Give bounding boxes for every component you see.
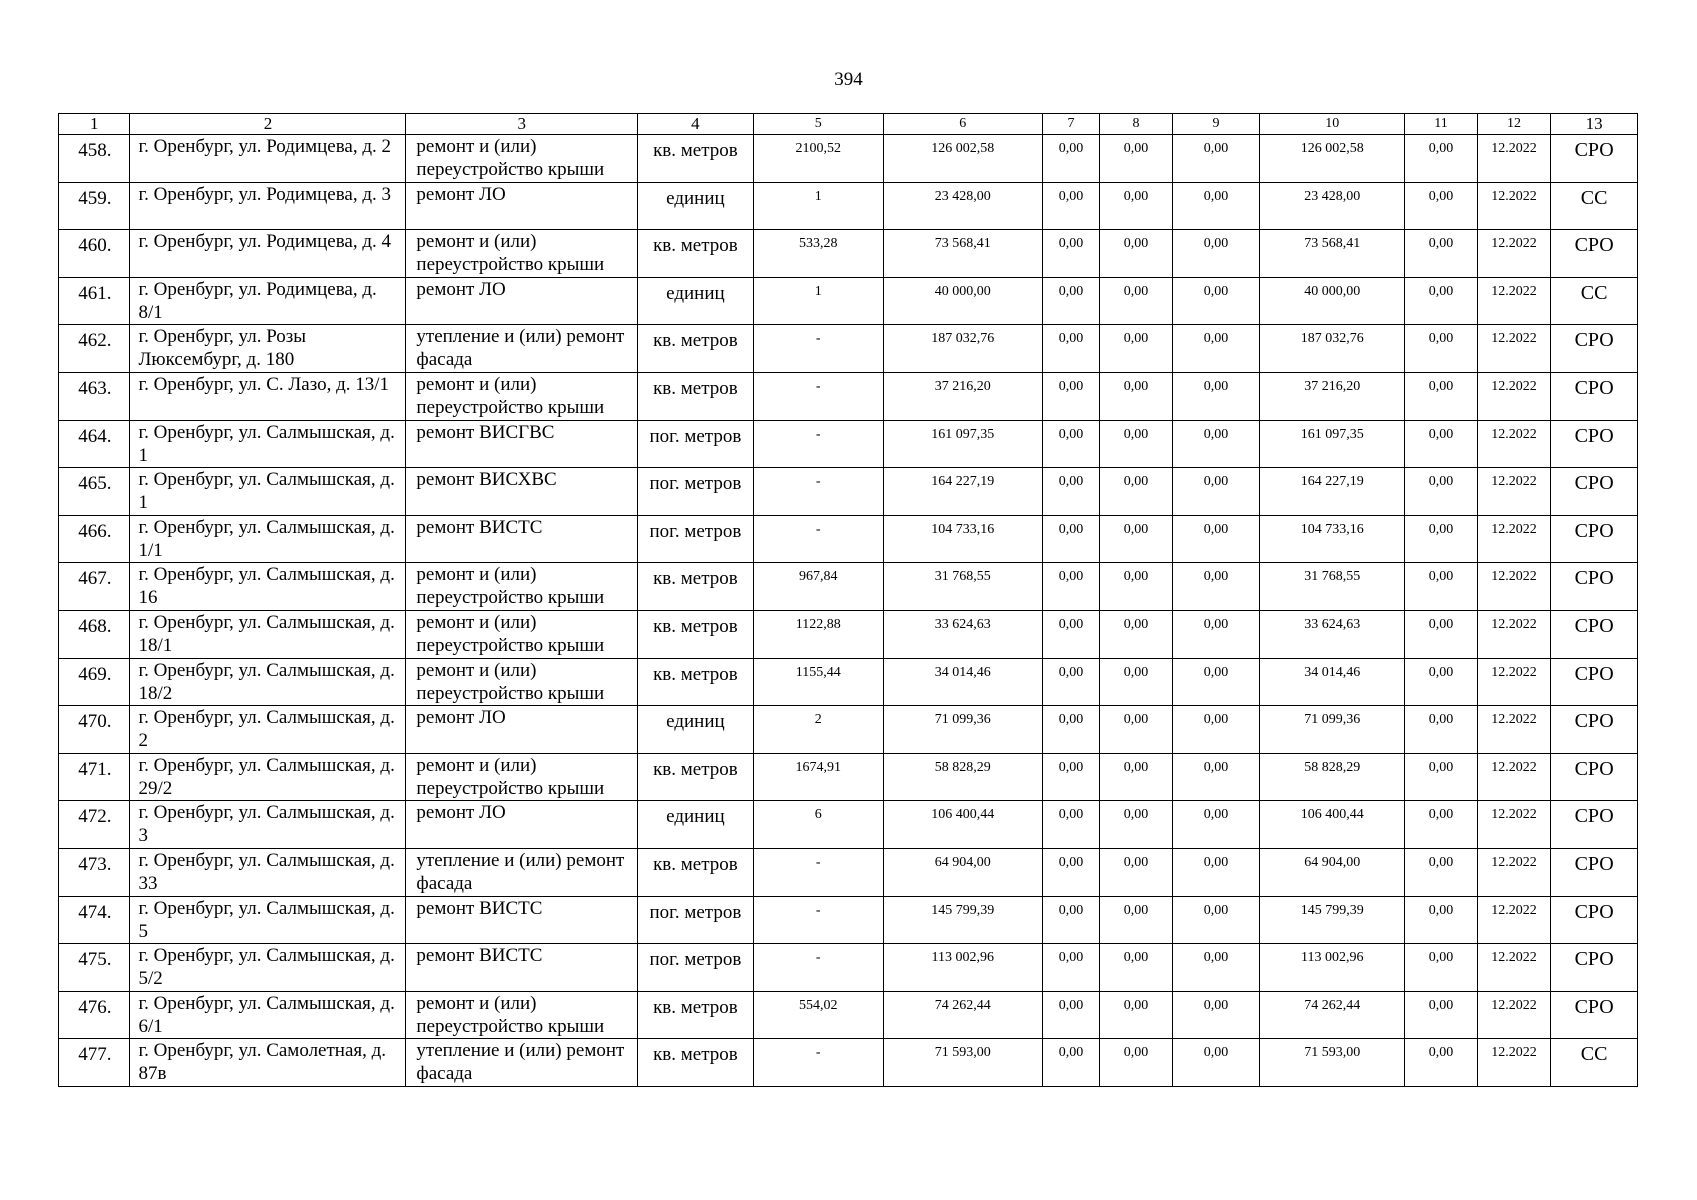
- cell-address: г. Оренбург, ул. Родимцева, д. 8/1: [130, 277, 406, 325]
- cell-address: г. Оренбург, ул. Самолетная, д. 87в: [130, 1039, 406, 1087]
- table-row: [59, 658, 1638, 706]
- cell-deadline: 12.2022: [1477, 658, 1551, 706]
- cell-fund-cost: 0,00: [1042, 848, 1099, 896]
- cell-method: СРО: [1551, 468, 1638, 516]
- cell-other-cost: 0,00: [1172, 991, 1260, 1039]
- column-header: 11: [1405, 114, 1478, 135]
- cell-address: г. Оренбург, ул. Салмышская, д. 1: [130, 468, 406, 516]
- cell-row-number: 469.: [59, 658, 130, 706]
- cell-budget-cost: 0,00: [1100, 610, 1173, 658]
- cell-deadline: 12.2022: [1477, 610, 1551, 658]
- cell-budget-cost: 0,00: [1100, 706, 1173, 754]
- cell-work-type: ремонт и (или) переустройство крыши: [406, 753, 638, 801]
- cell-row-number: 472.: [59, 801, 130, 849]
- cell-address: г. Оренбург, ул. Салмышская, д. 5: [130, 896, 406, 944]
- cell-method: СС: [1551, 182, 1638, 230]
- cell-fund-cost: 0,00: [1042, 896, 1099, 944]
- cell-deadline: 12.2022: [1477, 277, 1551, 325]
- cell-total-cost: 106 400,44: [883, 801, 1042, 849]
- cell-deadline: 12.2022: [1477, 706, 1551, 754]
- cell-unit: кв. метров: [638, 991, 754, 1039]
- table-row: [59, 563, 1638, 611]
- cell-budget-cost: 0,00: [1100, 230, 1173, 278]
- cell-fund-cost: 0,00: [1042, 277, 1099, 325]
- cell-method: СРО: [1551, 230, 1638, 278]
- cell-owner-cost: 40 000,00: [1260, 277, 1405, 325]
- column-header: 8: [1100, 114, 1173, 135]
- cell-owner-cost: 34 014,46: [1260, 658, 1405, 706]
- cell-volume: 1: [753, 277, 883, 325]
- cell-volume: 967,84: [753, 563, 883, 611]
- cell-work-type: ремонт и (или) переустройство крыши: [406, 230, 638, 278]
- cell-other-cost: 0,00: [1172, 372, 1260, 420]
- cell-owner-cost: 31 768,55: [1260, 563, 1405, 611]
- cell-row-number: 474.: [59, 896, 130, 944]
- cell-row-number: 459.: [59, 182, 130, 230]
- cell-row-number: 473.: [59, 848, 130, 896]
- column-header: 12: [1477, 114, 1551, 135]
- cell-deadline: 12.2022: [1477, 372, 1551, 420]
- cell-address: г. Оренбург, ул. Салмышская, д. 5/2: [130, 944, 406, 992]
- cell-fund-cost: 0,00: [1042, 658, 1099, 706]
- cell-budget-cost: 0,00: [1100, 182, 1173, 230]
- cell-volume: -: [753, 372, 883, 420]
- table-row: [59, 801, 1638, 849]
- cell-unit: кв. метров: [638, 610, 754, 658]
- cell-other-cost: 0,00: [1172, 944, 1260, 992]
- cell-deadline: 12.2022: [1477, 325, 1551, 373]
- cell-unit: пог. метров: [638, 468, 754, 516]
- cell-address: г. Оренбург, ул. Салмышская, д. 1/1: [130, 515, 406, 563]
- cell-row-number: 460.: [59, 230, 130, 278]
- cell-volume: -: [753, 896, 883, 944]
- table-row: [59, 182, 1638, 230]
- cell-owner-cost: 71 099,36: [1260, 706, 1405, 754]
- table-row: [59, 230, 1638, 278]
- cell-other-cost: 0,00: [1172, 753, 1260, 801]
- cell-volume: -: [753, 420, 883, 468]
- cell-budget-cost: 0,00: [1100, 420, 1173, 468]
- cell-other-cost: 0,00: [1172, 230, 1260, 278]
- cell-row-number: 477.: [59, 1039, 130, 1087]
- cell-other-cost: 0,00: [1172, 801, 1260, 849]
- table-row: [59, 1039, 1638, 1087]
- cell-other-cost: 0,00: [1172, 515, 1260, 563]
- cell-address: г. Оренбург, ул. С. Лазо, д. 13/1: [130, 372, 406, 420]
- cell-total-cost: 37 216,20: [883, 372, 1042, 420]
- cell-volume: 1122,88: [753, 610, 883, 658]
- cell-total-cost: 74 262,44: [883, 991, 1042, 1039]
- cell-unit: пог. метров: [638, 944, 754, 992]
- table-row: [59, 610, 1638, 658]
- cell-total-cost: 73 568,41: [883, 230, 1042, 278]
- cell-total-cost: 145 799,39: [883, 896, 1042, 944]
- cell-other-source-cost: 0,00: [1405, 277, 1478, 325]
- cell-row-number: 461.: [59, 277, 130, 325]
- cell-other-cost: 0,00: [1172, 610, 1260, 658]
- cell-owner-cost: 164 227,19: [1260, 468, 1405, 516]
- cell-method: СРО: [1551, 991, 1638, 1039]
- cell-deadline: 12.2022: [1477, 563, 1551, 611]
- cell-deadline: 12.2022: [1477, 753, 1551, 801]
- cell-unit: кв. метров: [638, 753, 754, 801]
- cell-unit: кв. метров: [638, 563, 754, 611]
- cell-row-number: 467.: [59, 563, 130, 611]
- cell-row-number: 463.: [59, 372, 130, 420]
- cell-owner-cost: 161 097,35: [1260, 420, 1405, 468]
- cell-owner-cost: 71 593,00: [1260, 1039, 1405, 1087]
- cell-deadline: 12.2022: [1477, 230, 1551, 278]
- cell-budget-cost: 0,00: [1100, 515, 1173, 563]
- cell-budget-cost: 0,00: [1100, 563, 1173, 611]
- cell-work-type: ремонт ЛО: [406, 277, 638, 325]
- cell-other-cost: 0,00: [1172, 848, 1260, 896]
- cell-other-source-cost: 0,00: [1405, 848, 1478, 896]
- cell-other-source-cost: 0,00: [1405, 420, 1478, 468]
- cell-work-type: утепление и (или) ремонт фасада: [406, 848, 638, 896]
- cell-volume: 2: [753, 706, 883, 754]
- cell-other-source-cost: 0,00: [1405, 135, 1478, 183]
- table-row: [59, 420, 1638, 468]
- cell-fund-cost: 0,00: [1042, 420, 1099, 468]
- cell-owner-cost: 113 002,96: [1260, 944, 1405, 992]
- cell-owner-cost: 106 400,44: [1260, 801, 1405, 849]
- cell-deadline: 12.2022: [1477, 468, 1551, 516]
- cell-unit: пог. метров: [638, 420, 754, 468]
- cell-other-source-cost: 0,00: [1405, 1039, 1478, 1087]
- cell-row-number: 462.: [59, 325, 130, 373]
- cell-address: г. Оренбург, ул. Салмышская, д. 16: [130, 563, 406, 611]
- cell-owner-cost: 33 624,63: [1260, 610, 1405, 658]
- cell-other-source-cost: 0,00: [1405, 991, 1478, 1039]
- cell-fund-cost: 0,00: [1042, 944, 1099, 992]
- cell-fund-cost: 0,00: [1042, 753, 1099, 801]
- cell-method: СРО: [1551, 848, 1638, 896]
- table-row: [59, 372, 1638, 420]
- cell-owner-cost: 64 904,00: [1260, 848, 1405, 896]
- cell-other-cost: 0,00: [1172, 1039, 1260, 1087]
- column-header: 10: [1260, 114, 1405, 135]
- cell-budget-cost: 0,00: [1100, 277, 1173, 325]
- cell-deadline: 12.2022: [1477, 944, 1551, 992]
- cell-work-type: ремонт ЛО: [406, 706, 638, 754]
- cell-work-type: ремонт и (или) переустройство крыши: [406, 563, 638, 611]
- cell-budget-cost: 0,00: [1100, 135, 1173, 183]
- cell-work-type: утепление и (или) ремонт фасада: [406, 325, 638, 373]
- column-header: 7: [1042, 114, 1099, 135]
- cell-unit: кв. метров: [638, 848, 754, 896]
- cell-address: г. Оренбург, ул. Салмышская, д. 3: [130, 801, 406, 849]
- cell-budget-cost: 0,00: [1100, 658, 1173, 706]
- cell-work-type: ремонт ВИСТС: [406, 944, 638, 992]
- cell-method: СРО: [1551, 801, 1638, 849]
- cell-volume: 533,28: [753, 230, 883, 278]
- cell-other-cost: 0,00: [1172, 563, 1260, 611]
- cell-work-type: ремонт ВИСГВС: [406, 420, 638, 468]
- cell-budget-cost: 0,00: [1100, 848, 1173, 896]
- cell-address: г. Оренбург, ул. Салмышская, д. 6/1: [130, 991, 406, 1039]
- cell-other-source-cost: 0,00: [1405, 325, 1478, 373]
- cell-volume: -: [753, 944, 883, 992]
- cell-other-source-cost: 0,00: [1405, 230, 1478, 278]
- cell-other-source-cost: 0,00: [1405, 801, 1478, 849]
- cell-method: СРО: [1551, 563, 1638, 611]
- cell-deadline: 12.2022: [1477, 420, 1551, 468]
- cell-address: г. Оренбург, ул. Розы Люксембург, д. 180: [130, 325, 406, 373]
- cell-deadline: 12.2022: [1477, 135, 1551, 183]
- cell-other-source-cost: 0,00: [1405, 372, 1478, 420]
- cell-method: СРО: [1551, 372, 1638, 420]
- column-header: 6: [883, 114, 1042, 135]
- cell-address: г. Оренбург, ул. Салмышская, д. 2: [130, 706, 406, 754]
- cell-unit: кв. метров: [638, 658, 754, 706]
- cell-work-type: ремонт ВИСХВС: [406, 468, 638, 516]
- cell-fund-cost: 0,00: [1042, 610, 1099, 658]
- column-header: 13: [1551, 114, 1638, 135]
- cell-fund-cost: 0,00: [1042, 182, 1099, 230]
- table-row: [59, 753, 1638, 801]
- cell-total-cost: 23 428,00: [883, 182, 1042, 230]
- cell-work-type: ремонт ВИСТС: [406, 896, 638, 944]
- cell-other-cost: 0,00: [1172, 277, 1260, 325]
- cell-other-cost: 0,00: [1172, 420, 1260, 468]
- cell-fund-cost: 0,00: [1042, 135, 1099, 183]
- cell-work-type: ремонт и (или) переустройство крыши: [406, 610, 638, 658]
- cell-owner-cost: 104 733,16: [1260, 515, 1405, 563]
- cell-work-type: ремонт ЛО: [406, 801, 638, 849]
- cell-unit: кв. метров: [638, 372, 754, 420]
- cell-total-cost: 34 014,46: [883, 658, 1042, 706]
- cell-row-number: 471.: [59, 753, 130, 801]
- cell-row-number: 476.: [59, 991, 130, 1039]
- cell-deadline: 12.2022: [1477, 896, 1551, 944]
- cell-other-source-cost: 0,00: [1405, 658, 1478, 706]
- cell-volume: 2100,52: [753, 135, 883, 183]
- cell-other-source-cost: 0,00: [1405, 944, 1478, 992]
- cell-method: СРО: [1551, 944, 1638, 992]
- cell-deadline: 12.2022: [1477, 1039, 1551, 1087]
- cell-total-cost: 104 733,16: [883, 515, 1042, 563]
- cell-other-source-cost: 0,00: [1405, 515, 1478, 563]
- cell-total-cost: 164 227,19: [883, 468, 1042, 516]
- cell-budget-cost: 0,00: [1100, 991, 1173, 1039]
- cell-total-cost: 71 099,36: [883, 706, 1042, 754]
- cell-deadline: 12.2022: [1477, 801, 1551, 849]
- page-number: 394: [834, 69, 863, 90]
- cell-other-source-cost: 0,00: [1405, 468, 1478, 516]
- cell-volume: -: [753, 848, 883, 896]
- cell-other-source-cost: 0,00: [1405, 182, 1478, 230]
- cell-total-cost: 40 000,00: [883, 277, 1042, 325]
- table-row: [59, 944, 1638, 992]
- cell-deadline: 12.2022: [1477, 182, 1551, 230]
- cell-address: г. Оренбург, ул. Салмышская, д. 33: [130, 848, 406, 896]
- cell-total-cost: 71 593,00: [883, 1039, 1042, 1087]
- cell-volume: 1155,44: [753, 658, 883, 706]
- cell-owner-cost: 58 828,29: [1260, 753, 1405, 801]
- cell-owner-cost: 126 002,58: [1260, 135, 1405, 183]
- cell-fund-cost: 0,00: [1042, 325, 1099, 373]
- cell-owner-cost: 37 216,20: [1260, 372, 1405, 420]
- cell-method: СРО: [1551, 706, 1638, 754]
- cell-other-cost: 0,00: [1172, 706, 1260, 754]
- cell-method: СС: [1551, 1039, 1638, 1087]
- table-row: [59, 277, 1638, 325]
- cell-unit: единиц: [638, 182, 754, 230]
- cell-work-type: ремонт ВИСТС: [406, 515, 638, 563]
- cell-fund-cost: 0,00: [1042, 991, 1099, 1039]
- cell-address: г. Оренбург, ул. Салмышская, д. 1: [130, 420, 406, 468]
- cell-volume: -: [753, 325, 883, 373]
- cell-budget-cost: 0,00: [1100, 372, 1173, 420]
- table-row: [59, 325, 1638, 373]
- table-row: [59, 848, 1638, 896]
- cell-deadline: 12.2022: [1477, 991, 1551, 1039]
- table-row: [59, 515, 1638, 563]
- table-row: [59, 135, 1638, 183]
- column-header: 1: [59, 114, 130, 135]
- cell-total-cost: 33 624,63: [883, 610, 1042, 658]
- cell-other-source-cost: 0,00: [1405, 753, 1478, 801]
- cell-method: СРО: [1551, 325, 1638, 373]
- cell-method: СРО: [1551, 658, 1638, 706]
- cell-row-number: 468.: [59, 610, 130, 658]
- cell-address: г. Оренбург, ул. Родимцева, д. 4: [130, 230, 406, 278]
- cell-total-cost: 187 032,76: [883, 325, 1042, 373]
- cell-owner-cost: 74 262,44: [1260, 991, 1405, 1039]
- table-row: [59, 706, 1638, 754]
- cell-unit: пог. метров: [638, 515, 754, 563]
- cell-other-cost: 0,00: [1172, 325, 1260, 373]
- cell-address: г. Оренбург, ул. Салмышская, д. 29/2: [130, 753, 406, 801]
- works-table: [58, 113, 1638, 1087]
- cell-volume: 6: [753, 801, 883, 849]
- cell-other-cost: 0,00: [1172, 135, 1260, 183]
- cell-work-type: ремонт ЛО: [406, 182, 638, 230]
- cell-method: СС: [1551, 277, 1638, 325]
- cell-fund-cost: 0,00: [1042, 1039, 1099, 1087]
- cell-method: СРО: [1551, 753, 1638, 801]
- cell-fund-cost: 0,00: [1042, 563, 1099, 611]
- cell-owner-cost: 23 428,00: [1260, 182, 1405, 230]
- table-row: [59, 896, 1638, 944]
- cell-work-type: ремонт и (или) переустройство крыши: [406, 658, 638, 706]
- cell-owner-cost: 145 799,39: [1260, 896, 1405, 944]
- cell-deadline: 12.2022: [1477, 848, 1551, 896]
- cell-total-cost: 64 904,00: [883, 848, 1042, 896]
- cell-row-number: 465.: [59, 468, 130, 516]
- cell-budget-cost: 0,00: [1100, 468, 1173, 516]
- cell-volume: 1: [753, 182, 883, 230]
- cell-total-cost: 113 002,96: [883, 944, 1042, 992]
- cell-work-type: утепление и (или) ремонт фасада: [406, 1039, 638, 1087]
- cell-unit: единиц: [638, 706, 754, 754]
- cell-fund-cost: 0,00: [1042, 468, 1099, 516]
- cell-method: СРО: [1551, 610, 1638, 658]
- column-header: 2: [130, 114, 406, 135]
- cell-row-number: 464.: [59, 420, 130, 468]
- cell-work-type: ремонт и (или) переустройство крыши: [406, 372, 638, 420]
- cell-address: г. Оренбург, ул. Салмышская, д. 18/1: [130, 610, 406, 658]
- cell-other-source-cost: 0,00: [1405, 706, 1478, 754]
- cell-other-cost: 0,00: [1172, 182, 1260, 230]
- cell-volume: 1674,91: [753, 753, 883, 801]
- cell-budget-cost: 0,00: [1100, 896, 1173, 944]
- cell-deadline: 12.2022: [1477, 515, 1551, 563]
- cell-fund-cost: 0,00: [1042, 801, 1099, 849]
- cell-total-cost: 58 828,29: [883, 753, 1042, 801]
- cell-address: г. Оренбург, ул. Родимцева, д. 2: [130, 135, 406, 183]
- cell-total-cost: 161 097,35: [883, 420, 1042, 468]
- cell-unit: кв. метров: [638, 325, 754, 373]
- cell-other-source-cost: 0,00: [1405, 563, 1478, 611]
- cell-total-cost: 31 768,55: [883, 563, 1042, 611]
- column-header: 4: [638, 114, 754, 135]
- cell-unit: единиц: [638, 277, 754, 325]
- cell-fund-cost: 0,00: [1042, 706, 1099, 754]
- cell-budget-cost: 0,00: [1100, 1039, 1173, 1087]
- cell-other-source-cost: 0,00: [1405, 896, 1478, 944]
- cell-other-cost: 0,00: [1172, 468, 1260, 516]
- cell-other-cost: 0,00: [1172, 896, 1260, 944]
- cell-budget-cost: 0,00: [1100, 944, 1173, 992]
- table-row: [59, 991, 1638, 1039]
- header-row: [59, 114, 1638, 135]
- cell-owner-cost: 73 568,41: [1260, 230, 1405, 278]
- cell-work-type: ремонт и (или) переустройство крыши: [406, 991, 638, 1039]
- column-header: 3: [406, 114, 638, 135]
- cell-total-cost: 126 002,58: [883, 135, 1042, 183]
- cell-unit: единиц: [638, 801, 754, 849]
- cell-unit: кв. метров: [638, 135, 754, 183]
- cell-budget-cost: 0,00: [1100, 325, 1173, 373]
- cell-other-cost: 0,00: [1172, 658, 1260, 706]
- table-row: [59, 468, 1638, 516]
- cell-budget-cost: 0,00: [1100, 801, 1173, 849]
- cell-row-number: 458.: [59, 135, 130, 183]
- cell-method: СРО: [1551, 515, 1638, 563]
- cell-fund-cost: 0,00: [1042, 230, 1099, 278]
- cell-volume: -: [753, 1039, 883, 1087]
- cell-row-number: 466.: [59, 515, 130, 563]
- cell-method: СРО: [1551, 135, 1638, 183]
- cell-other-source-cost: 0,00: [1405, 610, 1478, 658]
- cell-fund-cost: 0,00: [1042, 372, 1099, 420]
- cell-owner-cost: 187 032,76: [1260, 325, 1405, 373]
- cell-unit: пог. метров: [638, 896, 754, 944]
- column-header: 5: [753, 114, 883, 135]
- cell-volume: -: [753, 515, 883, 563]
- column-header: 9: [1172, 114, 1260, 135]
- cell-unit: кв. метров: [638, 230, 754, 278]
- cell-fund-cost: 0,00: [1042, 515, 1099, 563]
- cell-row-number: 475.: [59, 944, 130, 992]
- cell-row-number: 470.: [59, 706, 130, 754]
- cell-unit: кв. метров: [638, 1039, 754, 1087]
- cell-method: СРО: [1551, 420, 1638, 468]
- cell-volume: 554,02: [753, 991, 883, 1039]
- cell-budget-cost: 0,00: [1100, 753, 1173, 801]
- cell-work-type: ремонт и (или) переустройство крыши: [406, 135, 638, 183]
- cell-method: СРО: [1551, 896, 1638, 944]
- cell-address: г. Оренбург, ул. Родимцева, д. 3: [130, 182, 406, 230]
- cell-volume: -: [753, 468, 883, 516]
- table-body: [59, 135, 1638, 1087]
- cell-address: г. Оренбург, ул. Салмышская, д. 18/2: [130, 658, 406, 706]
